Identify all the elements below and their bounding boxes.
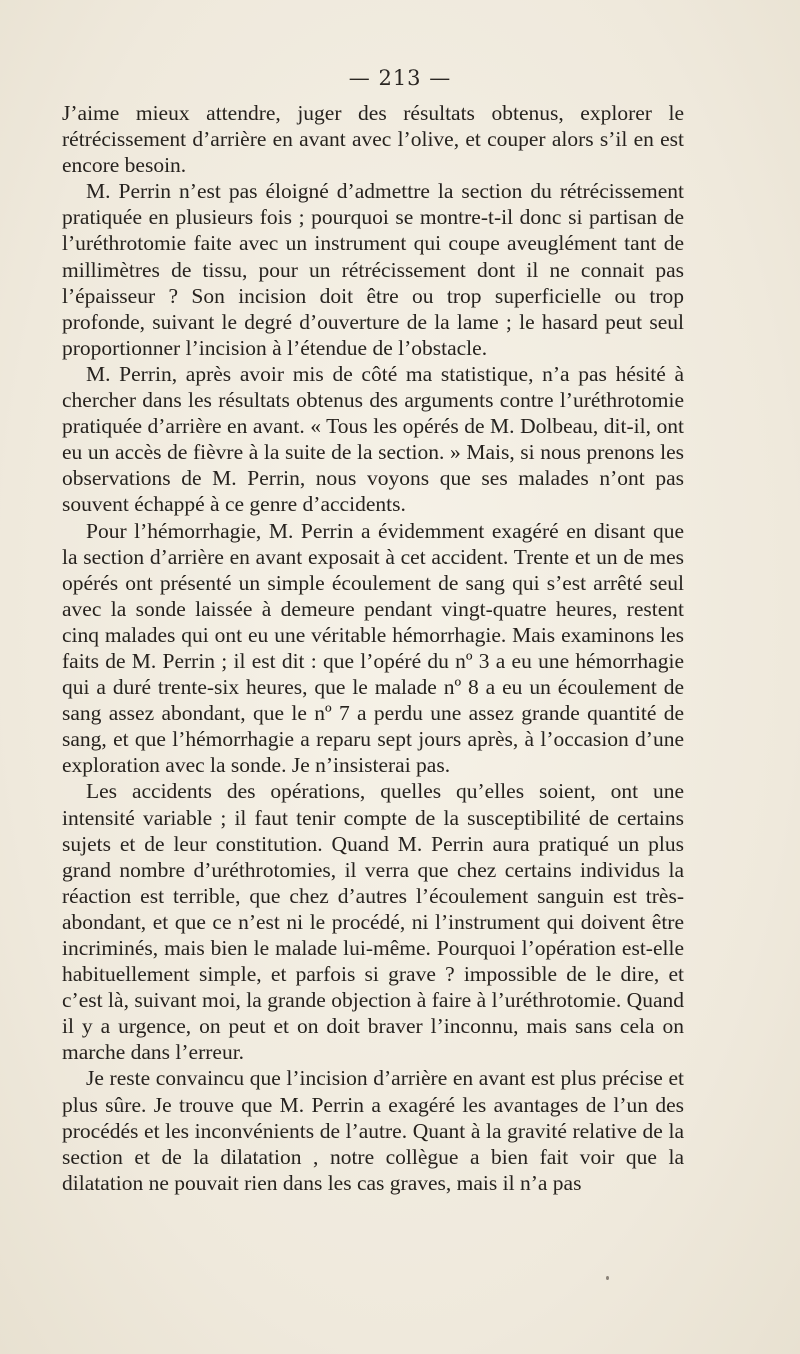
paragraph-6: Je reste convaincu que l’incision d’arrière en avant est plus précise et plus sûre. Je trouve que M. Perrin a exagéré les avantages de l’un des procédés et les inconvénients de l’autre. Quant à la gravité relative de la section et de la dilatation , notre collègue a bien fait voir que la dilatation ne pouvait rien dans les cas graves, mais il n’a pas <box>62 1066 684 1195</box>
paragraph-5: Les accidents des opérations, quelles qu’elles soient, ont une intensité variable ; il faut tenir compte de la susceptibilité de certains sujets et de leur constitution. Quand M. Perrin aura pratiqué un plus grand nombre d’uréthrotomies, il verra que chez certains individus la réaction est terrible, que chez d’autres l’écoulement sanguin est très-abondant, et que ce n’est ni le procédé, ni l’instrument qui doivent être incriminés, mais bien le malade lui-même. Pourquoi l’opération est-elle habituellement simple, et parfois si grave ? impossible de le dire, et c’est là, suivant moi, la grande objection à faire à l’uréthrotomie. Quand il y a urgence, on peut et on doit braver l’inconnu, mais sans cela on marche dans l’erreur. <box>62 779 684 1065</box>
body-text <box>62 100 684 1196</box>
paragraph-2: M. Perrin n’est pas éloigné d’admettre la section du rétrécissement pratiquée en plusieurs fois ; pourquoi se montre-t-il donc si partisan de l’uréthrotomie faite avec un instrument qui coupe aveuglément tant de millimètres de tissu, pour un rétrécissement dont il ne connait pas l’épaisseur ? Son incision doit être ou trop superficielle ou trop profonde, suivant le degré d’ouverture de la lame ; le hasard peut seul proportionner l’incision à l’étendue de l’obstacle. <box>62 179 684 360</box>
paper-speck <box>606 1276 609 1280</box>
paragraph-3: M. Perrin, après avoir mis de côté ma statistique, n’a pas hésité à chercher dans les résultats obtenus des arguments contre l’uréthrotomie pratiquée d’arrière en avant. « Tous les opérés de M. Dolbeau, dit-il, ont eu un accès de fièvre à la suite de la section. » Mais, si nous prenons les observations de M. Perrin, nous voyons que ses malades n’ont pas souvent échappé à ce genre d’accidents. <box>62 361 684 517</box>
paragraph-1: J’aime mieux attendre, juger des résultats obtenus, explorer le rétrécissement d’arrière en avant avec l’olive, et couper alors s’il en est encore besoin. <box>62 101 684 178</box>
page-number: — 213 — <box>348 66 452 90</box>
paragraph-4: Pour l’hémorrhagie, M. Perrin a évidemment exagéré en disant que la section d’arrière en avant exposait à cet accident. Trente et un de mes opérés ont présenté un simple écoulement de sang qui s’est arrêté seul avec la sonde laissée à demeure pendant vingt-quatre heures, restent cinq malades qui ont eu une véritable hémorrhagie. Mais examinons les faits de M. Perrin ; il est dit : que l’opéré du nº 3 a eu une hémorrhagie qui a duré trente-six heures, que le malade nº 8 a eu un écoulement de sang assez abondant, que le nº 7 a perdu une assez grande quantité de sang, et que l’hémorrhagie a reparu sept jours après, à l’occasion d’une exploration avec la sonde. Je n’insisterai pas. <box>62 518 684 778</box>
